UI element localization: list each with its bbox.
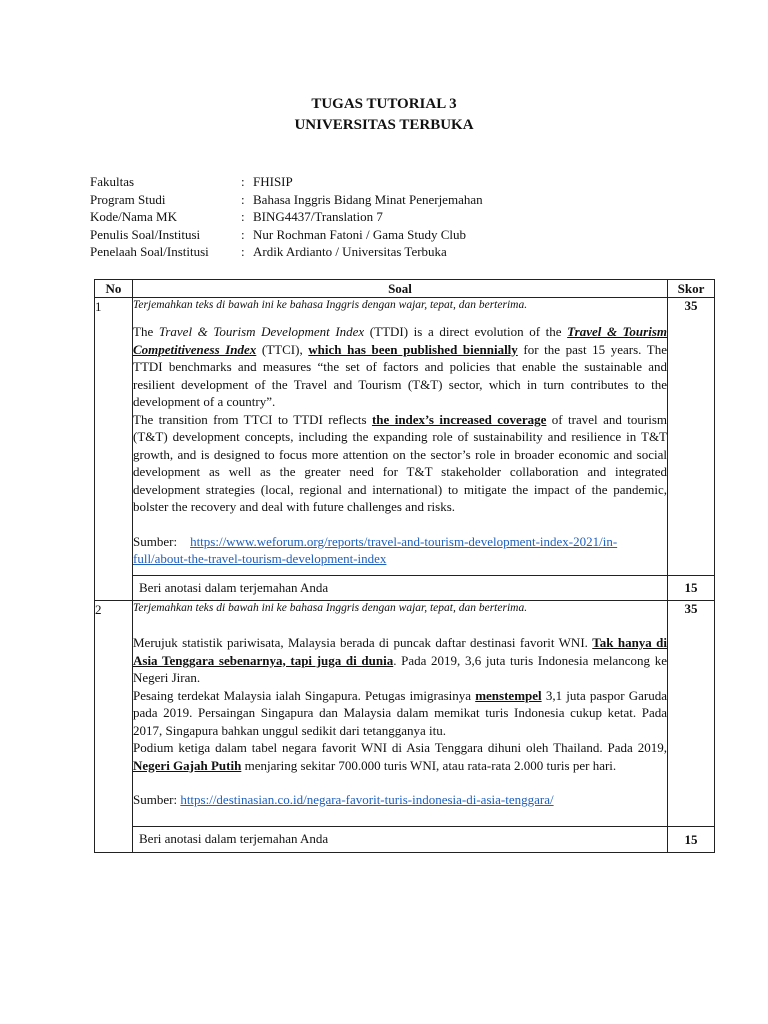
highlighted-term: menstempel (475, 687, 542, 703)
source-paragraph: Merujuk statistik pariwisata, Malaysia berada di puncak daftar destinasi favorit WNI. Tak hanya di Asia Tenggara sebenarnya, tapi juga di dunia. Pada 2019, 3,6 juta turis Indonesia melancong ke Negeri Jiran. (133, 635, 667, 685)
question-score: 35 (668, 601, 715, 827)
question-content (133, 298, 668, 576)
table-row (95, 827, 715, 853)
table-row (95, 298, 715, 576)
column-header-soal: Soal (133, 280, 668, 298)
highlighted-term: the index’s increased coverage (371, 411, 547, 427)
table-row (95, 601, 715, 827)
meta-value: Ardik Ardianto / Universitas Terbuka (253, 244, 447, 259)
highlighted-term: Negeri Gajah Putih (133, 757, 242, 773)
question-instruction: Terjemahkan teks di bawah ini ke bahasa Inggris dengan wajar, tepat, dan berterima. (133, 602, 528, 614)
table-header-row (95, 280, 715, 298)
question-content (133, 601, 668, 827)
institution-title: UNIVERSITAS TERBUKA (294, 117, 474, 133)
source-paragraph: Podium ketiga dalam tabel negara favorit WNI di Asia Tenggara dihuni oleh Thailand. Pada 2019, Negeri Gajah Putih menjaring sekitar 700.000 turis WNI, atau rata-rata 2.000 turis per hari. (133, 740, 667, 773)
question-instruction: Terjemahkan teks di bawah ini ke bahasa Inggris dengan wajar, tepat, dan berterima. (133, 299, 528, 311)
question-number: 1 (95, 298, 133, 601)
meta-label: Kode/Nama MK (90, 209, 178, 224)
question-table (94, 279, 715, 853)
source-link[interactable]: https://destinasian.co.id/negara-favorit-turis-indonesia-di-asia-tenggara/ (180, 792, 554, 807)
table-row (95, 576, 715, 601)
meta-value: BING4437/Translation 7 (253, 209, 383, 224)
column-header-no: No (95, 280, 133, 298)
meta-label: Fakultas (90, 174, 135, 189)
source-paragraph: Pesaing terdekat Malaysia ialah Singapura. Petugas imigrasinya menstempel 3,1 juta paspor Garuda pada 2019. Persaingan Singapura dan Malaysia dalam memikat turis Indonesia cukup ketat. Pada 2017, Singapura bahkan unggul sedikit dari tetangganya itu. (133, 687, 667, 738)
source-citation: Sumber: https://destinasian.co.id/negara-favorit-turis-indonesia-di-asia-tenggara/ (133, 792, 554, 807)
meta-label: Penulis Soal/Institusi (90, 226, 201, 242)
column-header-skor: Skor (668, 280, 715, 298)
highlighted-term: which has been published biennially (308, 341, 518, 357)
document-title: TUGAS TUTORIAL 3 (311, 96, 457, 112)
meta-row-penulis: Penulis Soal/Institusi : Nur Rochman Fatoni / Gama Study Club (90, 226, 467, 242)
meta-value: Nur Rochman Fatoni / Gama Study Club (253, 226, 467, 242)
highlighted-term: Tak hanya di Asia Tenggara sebenarnya, tapi juga di dunia (133, 635, 667, 668)
meta-value: Bahasa Inggris Bidang Minat Penerjemahan (253, 191, 483, 207)
meta-label: Penelaah Soal/Institusi (90, 244, 209, 259)
source-paragraph: The Travel & Tourism Development Index (TTDI) is a direct evolution of the Travel & Tourism Competitiveness Index (TTCI), which has been published biennially for the past 15 years. The TTDI benchmarks and measures “the set of factors and policies that enable the sustainable and resilient development of the Travel and Tourism (T&T) sector, which in turn contributes to the development of a country”. (133, 324, 667, 409)
meta-row-penelaah: Penelaah Soal/Institusi : Ardik Ardianto / Universitas Terbuka (90, 244, 447, 259)
meta-row-fakultas: Fakultas : FHISIP (90, 174, 293, 189)
meta-row-kode-mk: Kode/Nama MK : BING4437/Translation 7 (90, 209, 383, 224)
annotation-instruction: Beri anotasi dalam terjemahan Anda (133, 576, 668, 601)
highlighted-term: Travel & Tourism Competitiveness Index (133, 324, 667, 357)
source-link[interactable]: https://www.weforum.org/reports/travel-and-tourism-development-index-2021/in-full/about-the-travel-tourism-development-index (133, 533, 618, 566)
meta-row-program-studi: Program Studi : Bahasa Inggris Bidang Minat Penerjemahan (90, 191, 483, 207)
source-paragraph: The transition from TTCI to TTDI reflects the index’s increased coverage of travel and tourism (T&T) development concepts, including the expanding role of sustainability and resilience in T&T growth, and is designed to focus more attention on the sector’s role in broader economic and social development as well as the greater need for T&T stakeholder collaboration and integrated development strategies (local, regional and international) to mitigate the impact of the pandemic, bolster the recovery and deal with future challenges and risks. (133, 411, 667, 514)
meta-value: FHISIP (253, 174, 293, 189)
annotation-score: 15 (668, 576, 715, 601)
question-number: 2 (95, 601, 133, 853)
source-citation: Sumber: https://www.weforum.org/reports/travel-and-tourism-development-index-2021/in-full/about-the-travel-tourism-development-index (133, 533, 618, 566)
question-score: 35 (668, 298, 715, 576)
annotation-score: 15 (668, 827, 715, 853)
course-info (90, 173, 483, 261)
annotation-instruction: Beri anotasi dalam terjemahan Anda (133, 827, 668, 853)
meta-label: Program Studi (90, 191, 166, 207)
